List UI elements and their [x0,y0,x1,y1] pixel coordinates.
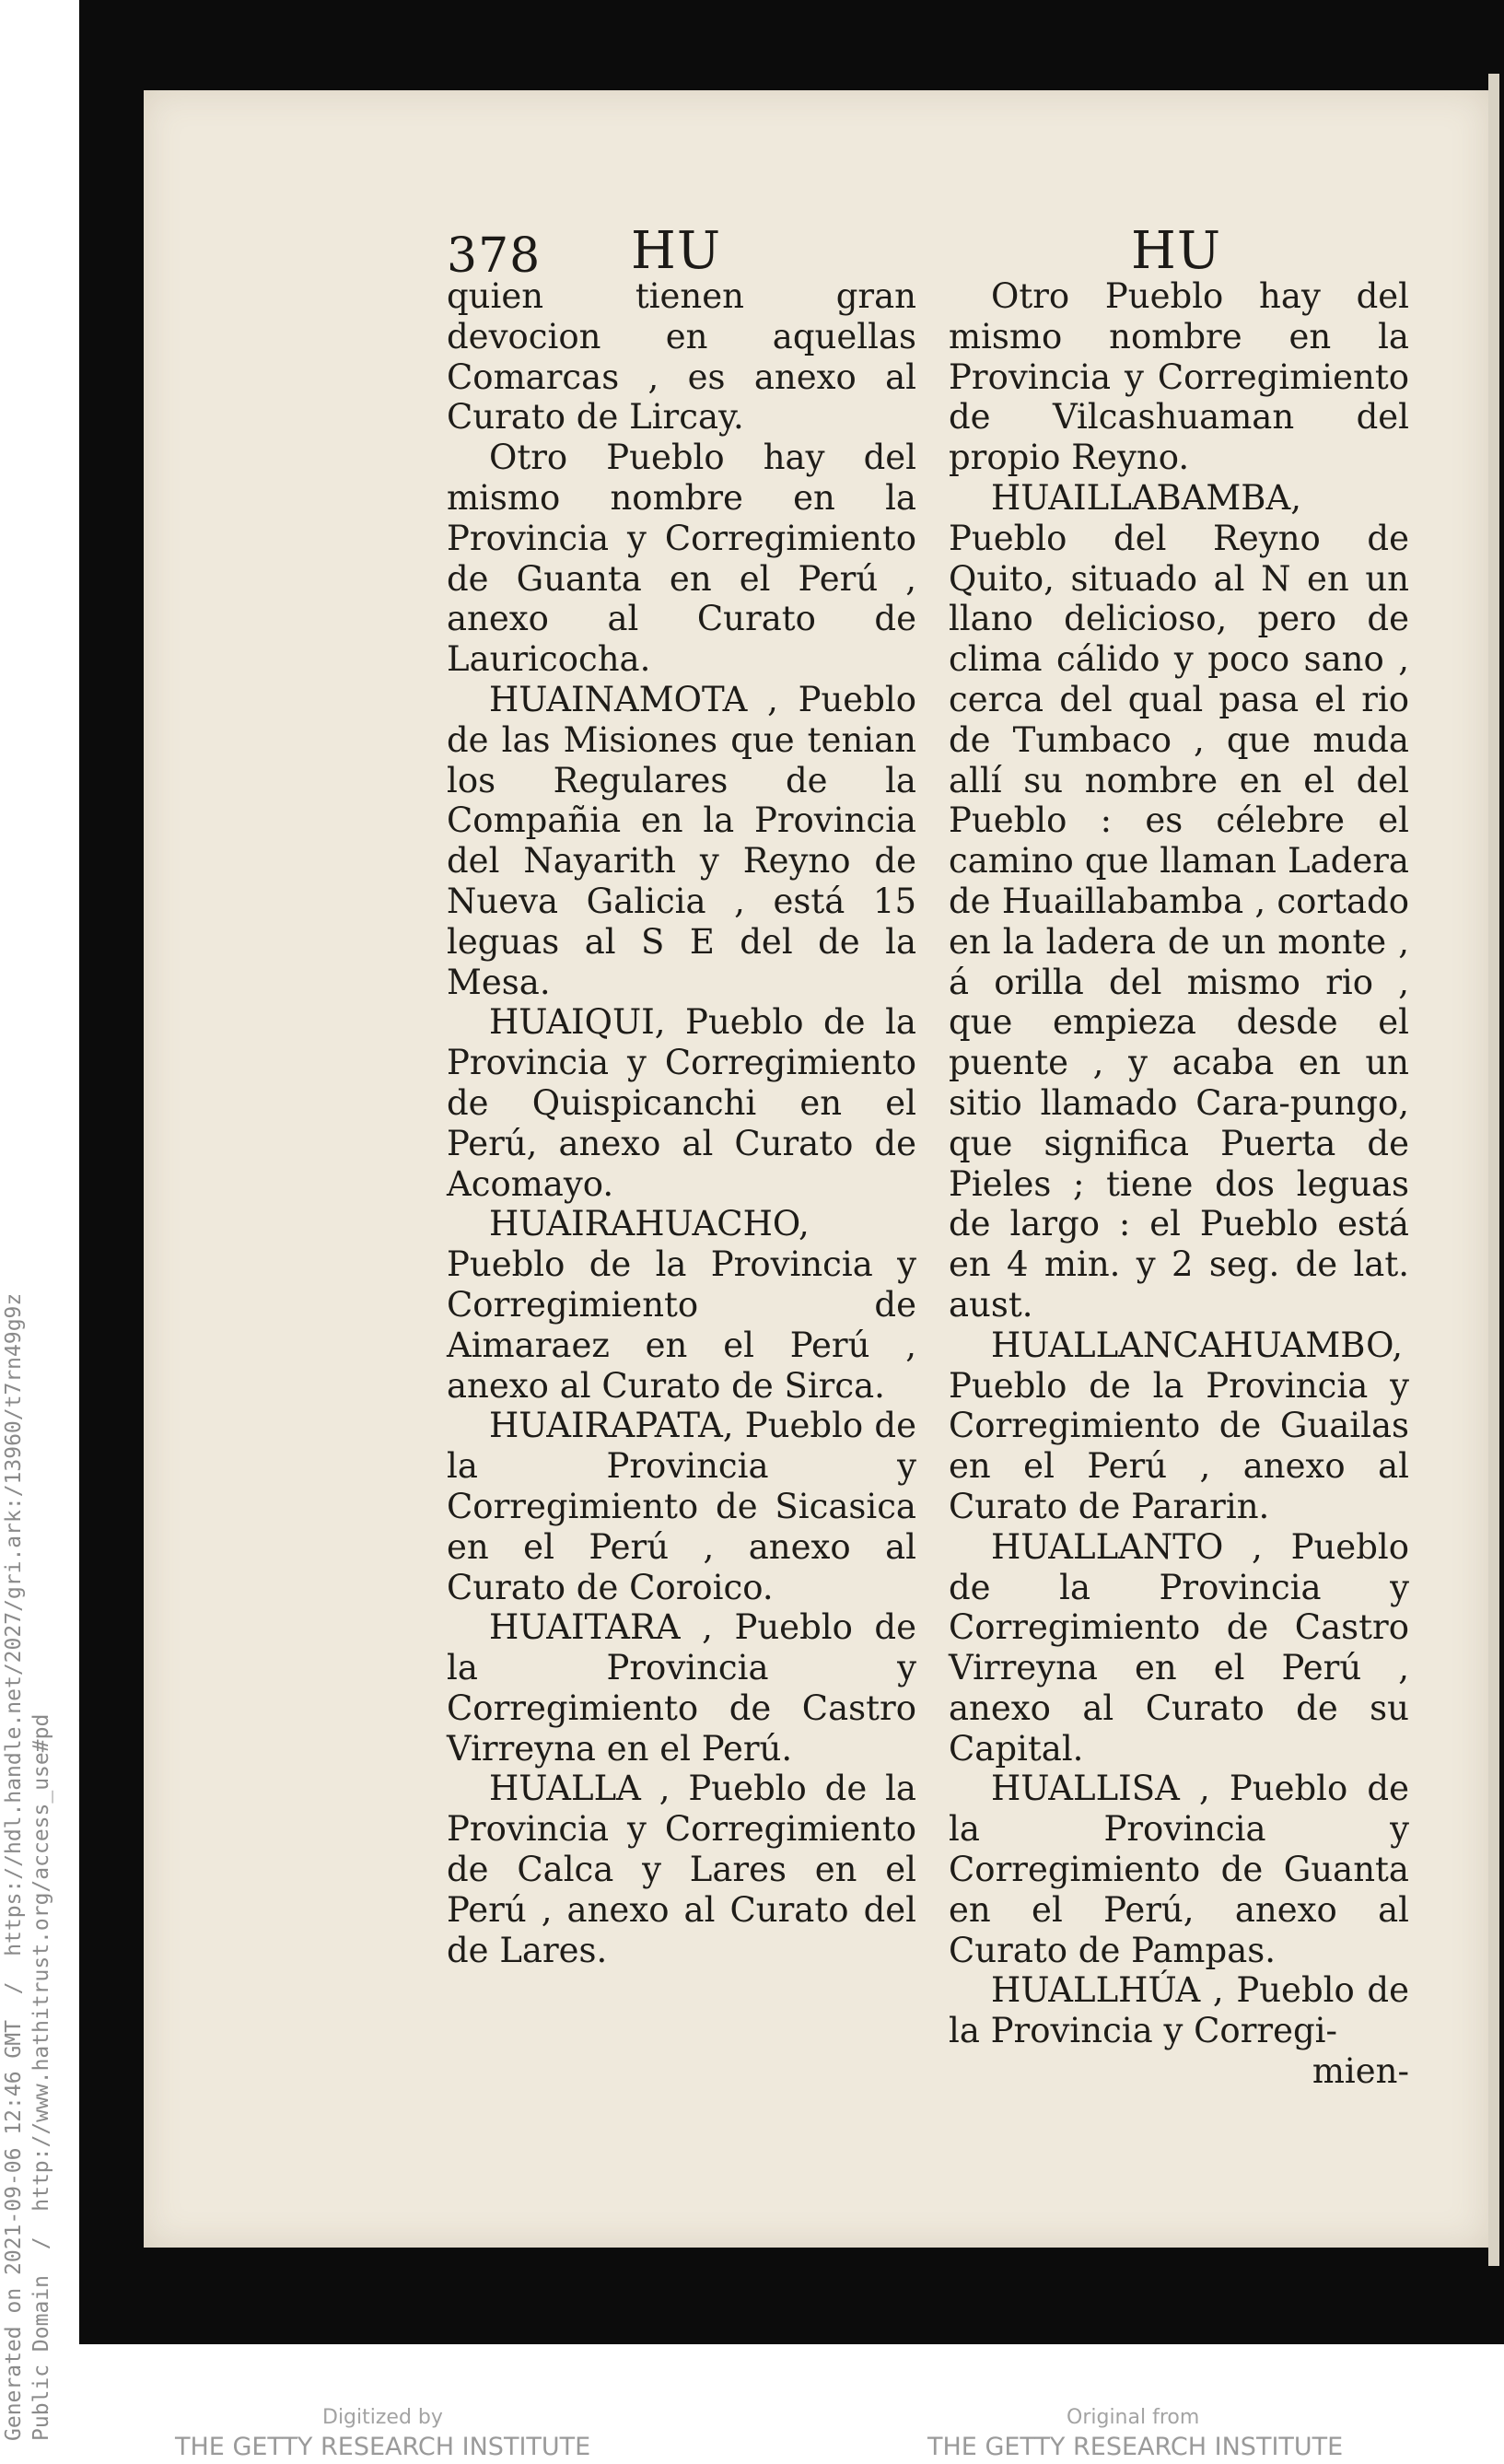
provenance-note [0,1293,55,2441]
right-column [949,276,1409,2092]
dictionary-entry: HUAIRAPATA, Pueblo de la Provincia y Corregimiento de Sicasica en el Perú , anexo al Curato de Coroico. [447,1406,916,1607]
page-edge [1488,74,1499,2266]
digitized-by-label: Digitized by [322,2406,443,2429]
dictionary-entry: HUALLANCAHUAMBO, Pueblo de la Provincia y Corregimiento de Guailas en el Perú , anexo al Curato de Pararin. [949,1325,1409,1526]
dictionary-entry: HUAIRAHUACHO, Pueblo de la Provincia y Corregimiento de Aimaraez en el Perú , anexo al Curato de Sirca. [447,1204,916,1406]
dictionary-entry: HUAIQUI, Pueblo de la Provincia y Corregimiento de Quispicanchi en el Perú, anexo al Curato de Acomayo. [447,1002,916,1204]
provenance-line-2: Public Domain / http://www.hathitrust.org/access_use#pd [29,1713,53,2441]
dictionary-entry: HUALLISA , Pueblo de la Provincia y Corregimiento de Guanta en el Perú, anexo al Curato de Pampas. [949,1769,1409,1970]
original-from-label: Original from [1067,2406,1200,2429]
dictionary-entry: Otro Pueblo hay del mismo nombre en la Provincia y Corregimiento de Vilcashuaman del propio Reyno. [949,276,1409,478]
running-head-left: HU [631,221,722,281]
dictionary-entry: HUALLA , Pueblo de la Provincia y Corregimiento de Calca y Lares en el Perú , anexo al Curato del de Lares. [447,1769,916,1970]
digitizer-name: THE GETTY RESEARCH INSTITUTE [175,2433,591,2461]
catchword: mien- [1312,2051,1409,2092]
dictionary-entry: HUALLANTO , Pueblo de la Provincia y Corregimiento de Castro Virreyna en el Perú , anexo al Curato de su Capital. [949,1526,1409,1769]
page-number: 378 [447,228,542,284]
provenance-line-1: Generated on 2021-09-06 12:46 GMT / https://hdl.handle.net/2027/gri.ark:/13960/t7rn49g9z [2,1292,26,2441]
dictionary-entry: HUALLHÚA , Pueblo de la Provincia y Corregi- [949,1970,1409,2051]
dictionary-entry: HUAINAMOTA , Pueblo de las Misiones que tenian los Regulares de la Compañia en la Provincia del Nayarith y Reyno de Nueva Galicia , está 15 leguas al S E del de la Mesa. [447,679,916,1002]
dictionary-entry: HUAITARA , Pueblo de la Provincia y Corregimiento de Castro Virreyna en el Perú. [447,1607,916,1769]
dictionary-entry: HUAILLABAMBA, Pueblo del Reyno de Quito, situado al N en un llano delicioso, pero de clima cálido y poco sano , cerca del qual pasa el rio de Tumbaco , que muda allí su nombre en el del Pueblo : es célebre el camino que llaman Ladera de Huaillabamba , cortado en la ladera de un monte , á orilla del mismo rio , que empieza desde el puente , y acaba en un sitio llamado Cara-pungo, que significa Puerta de Pieles ; tiene dos leguas de largo : el Pueblo está en 4 min. y 2 seg. de lat. aust. [949,477,1409,1325]
dictionary-entry: quien tienen gran devocion en aquellas Comarcas , es anexo al Curato de Lircay. [447,276,916,438]
left-column [447,276,916,1970]
running-head-right: HU [1131,221,1222,281]
dictionary-entry: Otro Pueblo hay del mismo nombre en la Provincia y Corregimiento de Guanta en el Perú , anexo al Curato de Lauricocha. [447,438,916,680]
original-source-name: THE GETTY RESEARCH INSTITUTE [927,2433,1344,2461]
